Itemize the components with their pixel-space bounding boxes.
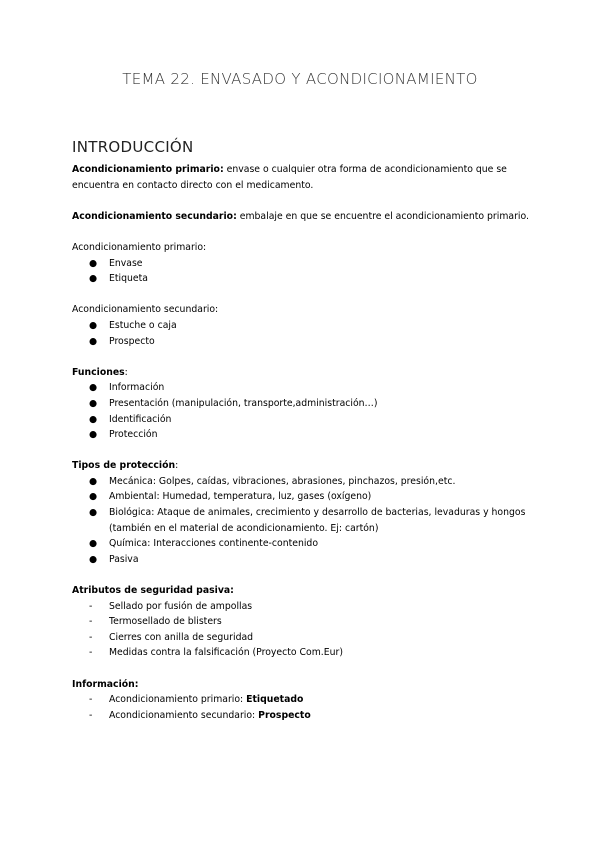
list-item: - Cierres con anilla de seguridad (72, 630, 542, 646)
definition-primario: envase o cualquier otra forma de acondicionamiento que se encuentra en contacto directo con el medicamento. (72, 164, 507, 191)
list-item: ● Mecánica: Golpes, caídas, vibraciones, abrasiones, pinchazos, presión,etc. (72, 474, 542, 490)
list-item: - Acondicionamiento primario: Etiquetado (72, 692, 542, 708)
list-item: - Acondicionamiento secundario: Prospecto (72, 708, 542, 724)
dash-icon: - (89, 709, 93, 721)
list-item: ● Prospecto (72, 334, 542, 350)
dash-icon: - (89, 600, 93, 612)
primario-list (72, 256, 542, 287)
definition-secundario: embalaje en que se encuentre el acondicionamiento primario. (236, 210, 529, 222)
informacion-heading: Información: (72, 678, 139, 690)
informacion-list (72, 692, 542, 723)
list-item: - Termosellado de blisters (72, 614, 542, 630)
bullet-icon: ● (89, 397, 98, 409)
primario-label: Acondicionamiento primario: (72, 241, 207, 253)
secundario-label: Acondicionamiento secundario: (72, 304, 219, 316)
atributos-heading: Atributos de seguridad pasiva: (72, 585, 234, 597)
list-item: ● Identificación (72, 412, 542, 428)
list-item: ● Pasiva (72, 552, 542, 568)
list-item: ● Información (72, 380, 542, 396)
dash-icon: - (89, 694, 93, 706)
atributos-list (72, 599, 542, 661)
bullet-icon: ● (89, 491, 98, 503)
list-item: ● Etiqueta (72, 271, 542, 287)
bullet-icon: ● (89, 553, 98, 565)
dash-icon: - (89, 616, 93, 628)
bullet-icon: ● (89, 429, 98, 441)
paragraph-primario (72, 162, 542, 193)
list-item: ● Ambiental: Humedad, temperatura, luz, gases (oxígeno) (72, 489, 542, 505)
term-primario: Acondicionamiento primario: (72, 164, 224, 175)
bullet-icon: ● (89, 319, 98, 331)
tipos-list (72, 474, 542, 568)
dash-icon: - (89, 647, 93, 659)
term-secundario: Acondicionamiento secundario: (72, 210, 237, 222)
document-title: TEMA 22. ENVASADO Y ACONDICIONAMIENTO (122, 70, 478, 88)
secundario-list (72, 318, 542, 349)
tipos-heading: Tipos de protección: (72, 460, 179, 472)
list-item: ● Biológica: Ataque de animales, crecimiento y desarrollo de bacterias, levaduras y hongos (también en el material de acondicionamiento. Ej: cartón) (89, 507, 526, 534)
bullet-icon: ● (89, 273, 98, 285)
list-item: ● Presentación (manipulación, transporte,administración…) (72, 396, 542, 412)
list-item: ● Protección (72, 427, 542, 443)
funciones-list (72, 380, 542, 442)
bullet-icon: ● (89, 507, 98, 519)
funciones-heading: Funciones: (72, 366, 128, 378)
paragraph-secundario (72, 209, 542, 225)
list-item: - Sellado por fusión de ampollas (72, 599, 542, 615)
list-item: - Medidas contra la falsificación (Proyecto Com.Eur) (72, 645, 542, 661)
list-item: ● Envase (72, 256, 542, 272)
section-heading: INTRODUCCIÓN (72, 138, 194, 156)
bullet-icon: ● (89, 257, 98, 269)
dash-icon: - (89, 631, 93, 643)
bullet-icon: ● (89, 335, 98, 347)
list-item: ● Química: Interacciones continente-contenido (72, 536, 542, 552)
document-body (72, 162, 542, 739)
bullet-icon: ● (89, 382, 98, 394)
list-item: ● Estuche o caja (72, 318, 542, 334)
bullet-icon: ● (89, 538, 98, 550)
bullet-icon: ● (89, 475, 98, 487)
bullet-icon: ● (89, 413, 98, 425)
